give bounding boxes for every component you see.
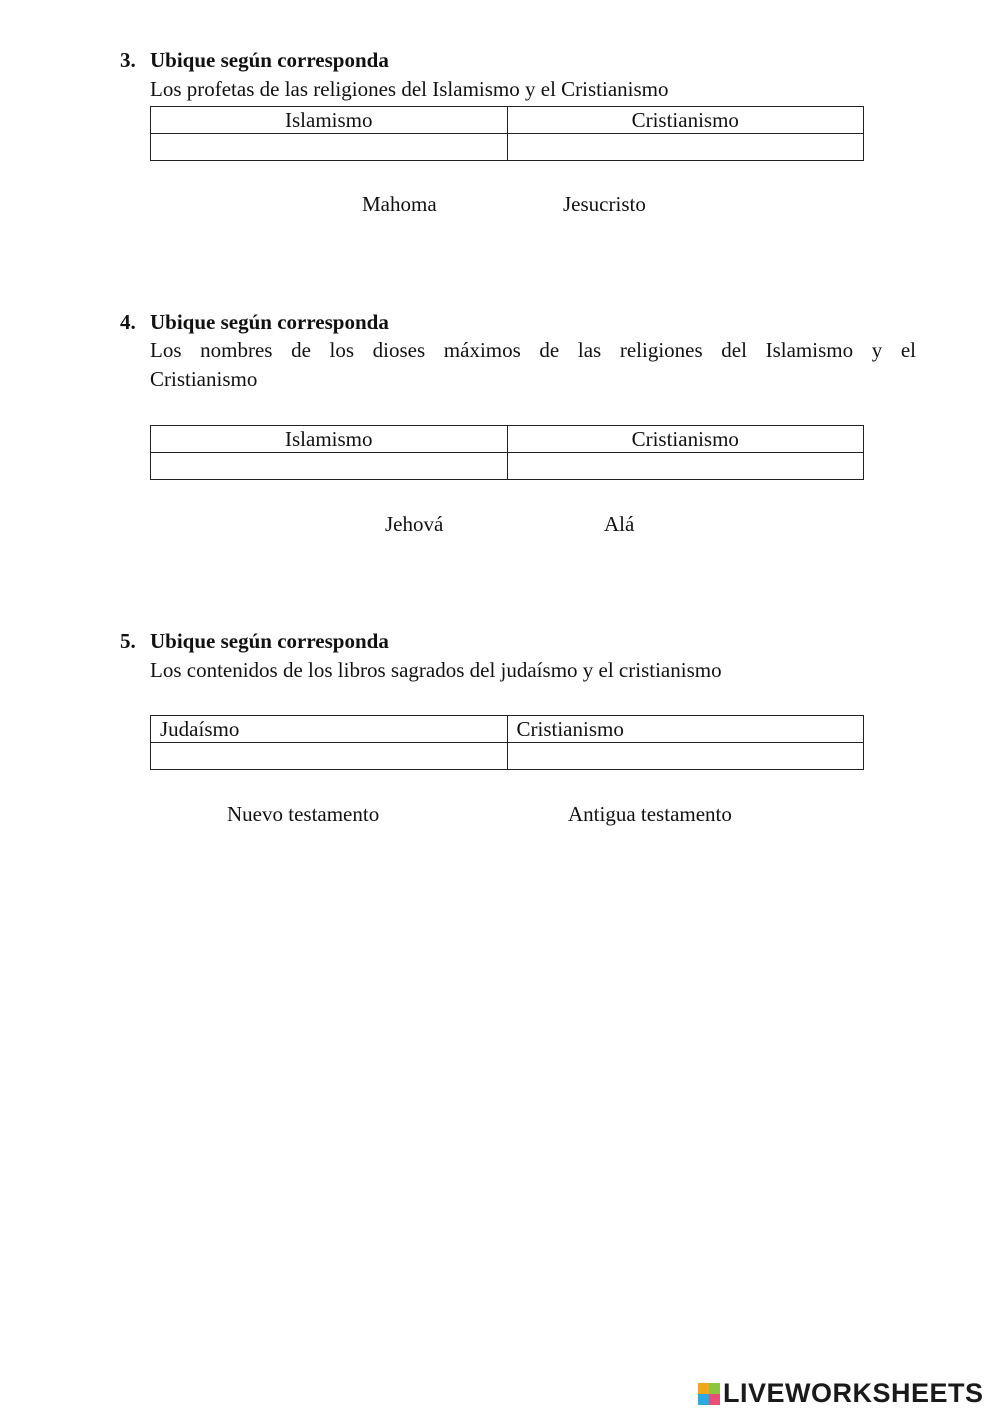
question-5-title: Ubique según corresponda (150, 629, 389, 653)
question-3-title: Ubique según corresponda (150, 48, 389, 72)
question-3-drop-zone-cristianismo[interactable] (507, 134, 864, 161)
question-4-drop-zone-cristianismo[interactable] (507, 453, 864, 480)
question-5-drop-zone-cristianismo[interactable] (507, 743, 864, 770)
question-5-option-antigua-testamento[interactable]: Antigua testamento (568, 802, 732, 826)
question-4-option-jehova[interactable]: Jehová (385, 512, 444, 536)
question-4-title: Ubique según corresponda (150, 310, 389, 334)
question-5-header-judaismo: Judaísmo (151, 716, 508, 743)
logo-square-4 (709, 1394, 720, 1405)
question-3-description: Los profetas de las religiones del Islamismo y el Cristianismo (150, 77, 669, 101)
question-4-description-line1: Los nombres de los dioses máximos de las religiones del Islamismo y el (150, 338, 916, 362)
question-4-header-islamismo: Islamismo (151, 426, 508, 453)
question-3-option-jesucristo[interactable]: Jesucristo (563, 192, 646, 216)
question-5-table (150, 715, 864, 770)
question-5-option-nuevo-testamento[interactable]: Nuevo testamento (227, 802, 380, 826)
question-3-table (150, 106, 864, 161)
question-5-header-cristianismo: Cristianismo (507, 716, 864, 743)
question-4-number: 4. (120, 310, 136, 334)
question-3-option-mahoma[interactable]: Mahoma (362, 192, 437, 216)
question-3-header-cristianismo: Cristianismo (507, 107, 864, 134)
liveworksheets-logo-text: LIVEWORKSHEETS (723, 1378, 984, 1408)
question-5-description: Los contenidos de los libros sagrados del judaísmo y el cristianismo (150, 658, 722, 682)
question-3-number: 3. (120, 48, 136, 72)
logo-square-3 (698, 1394, 709, 1405)
question-4-header-cristianismo: Cristianismo (507, 426, 864, 453)
logo-square-2 (709, 1383, 720, 1394)
question-3-header-islamismo: Islamismo (151, 107, 508, 134)
question-4-option-ala[interactable]: Alá (604, 512, 635, 536)
liveworksheets-logo-icon (698, 1383, 720, 1405)
question-5-number: 5. (120, 629, 136, 653)
question-3-drop-zone-islamismo[interactable] (151, 134, 508, 161)
question-4-description-line2: Cristianismo (150, 367, 258, 391)
logo-square-1 (698, 1383, 709, 1394)
liveworksheets-brand (698, 1378, 984, 1409)
question-4-table (150, 425, 864, 480)
question-4-drop-zone-islamismo[interactable] (151, 453, 508, 480)
question-5-drop-zone-judaismo[interactable] (151, 743, 508, 770)
